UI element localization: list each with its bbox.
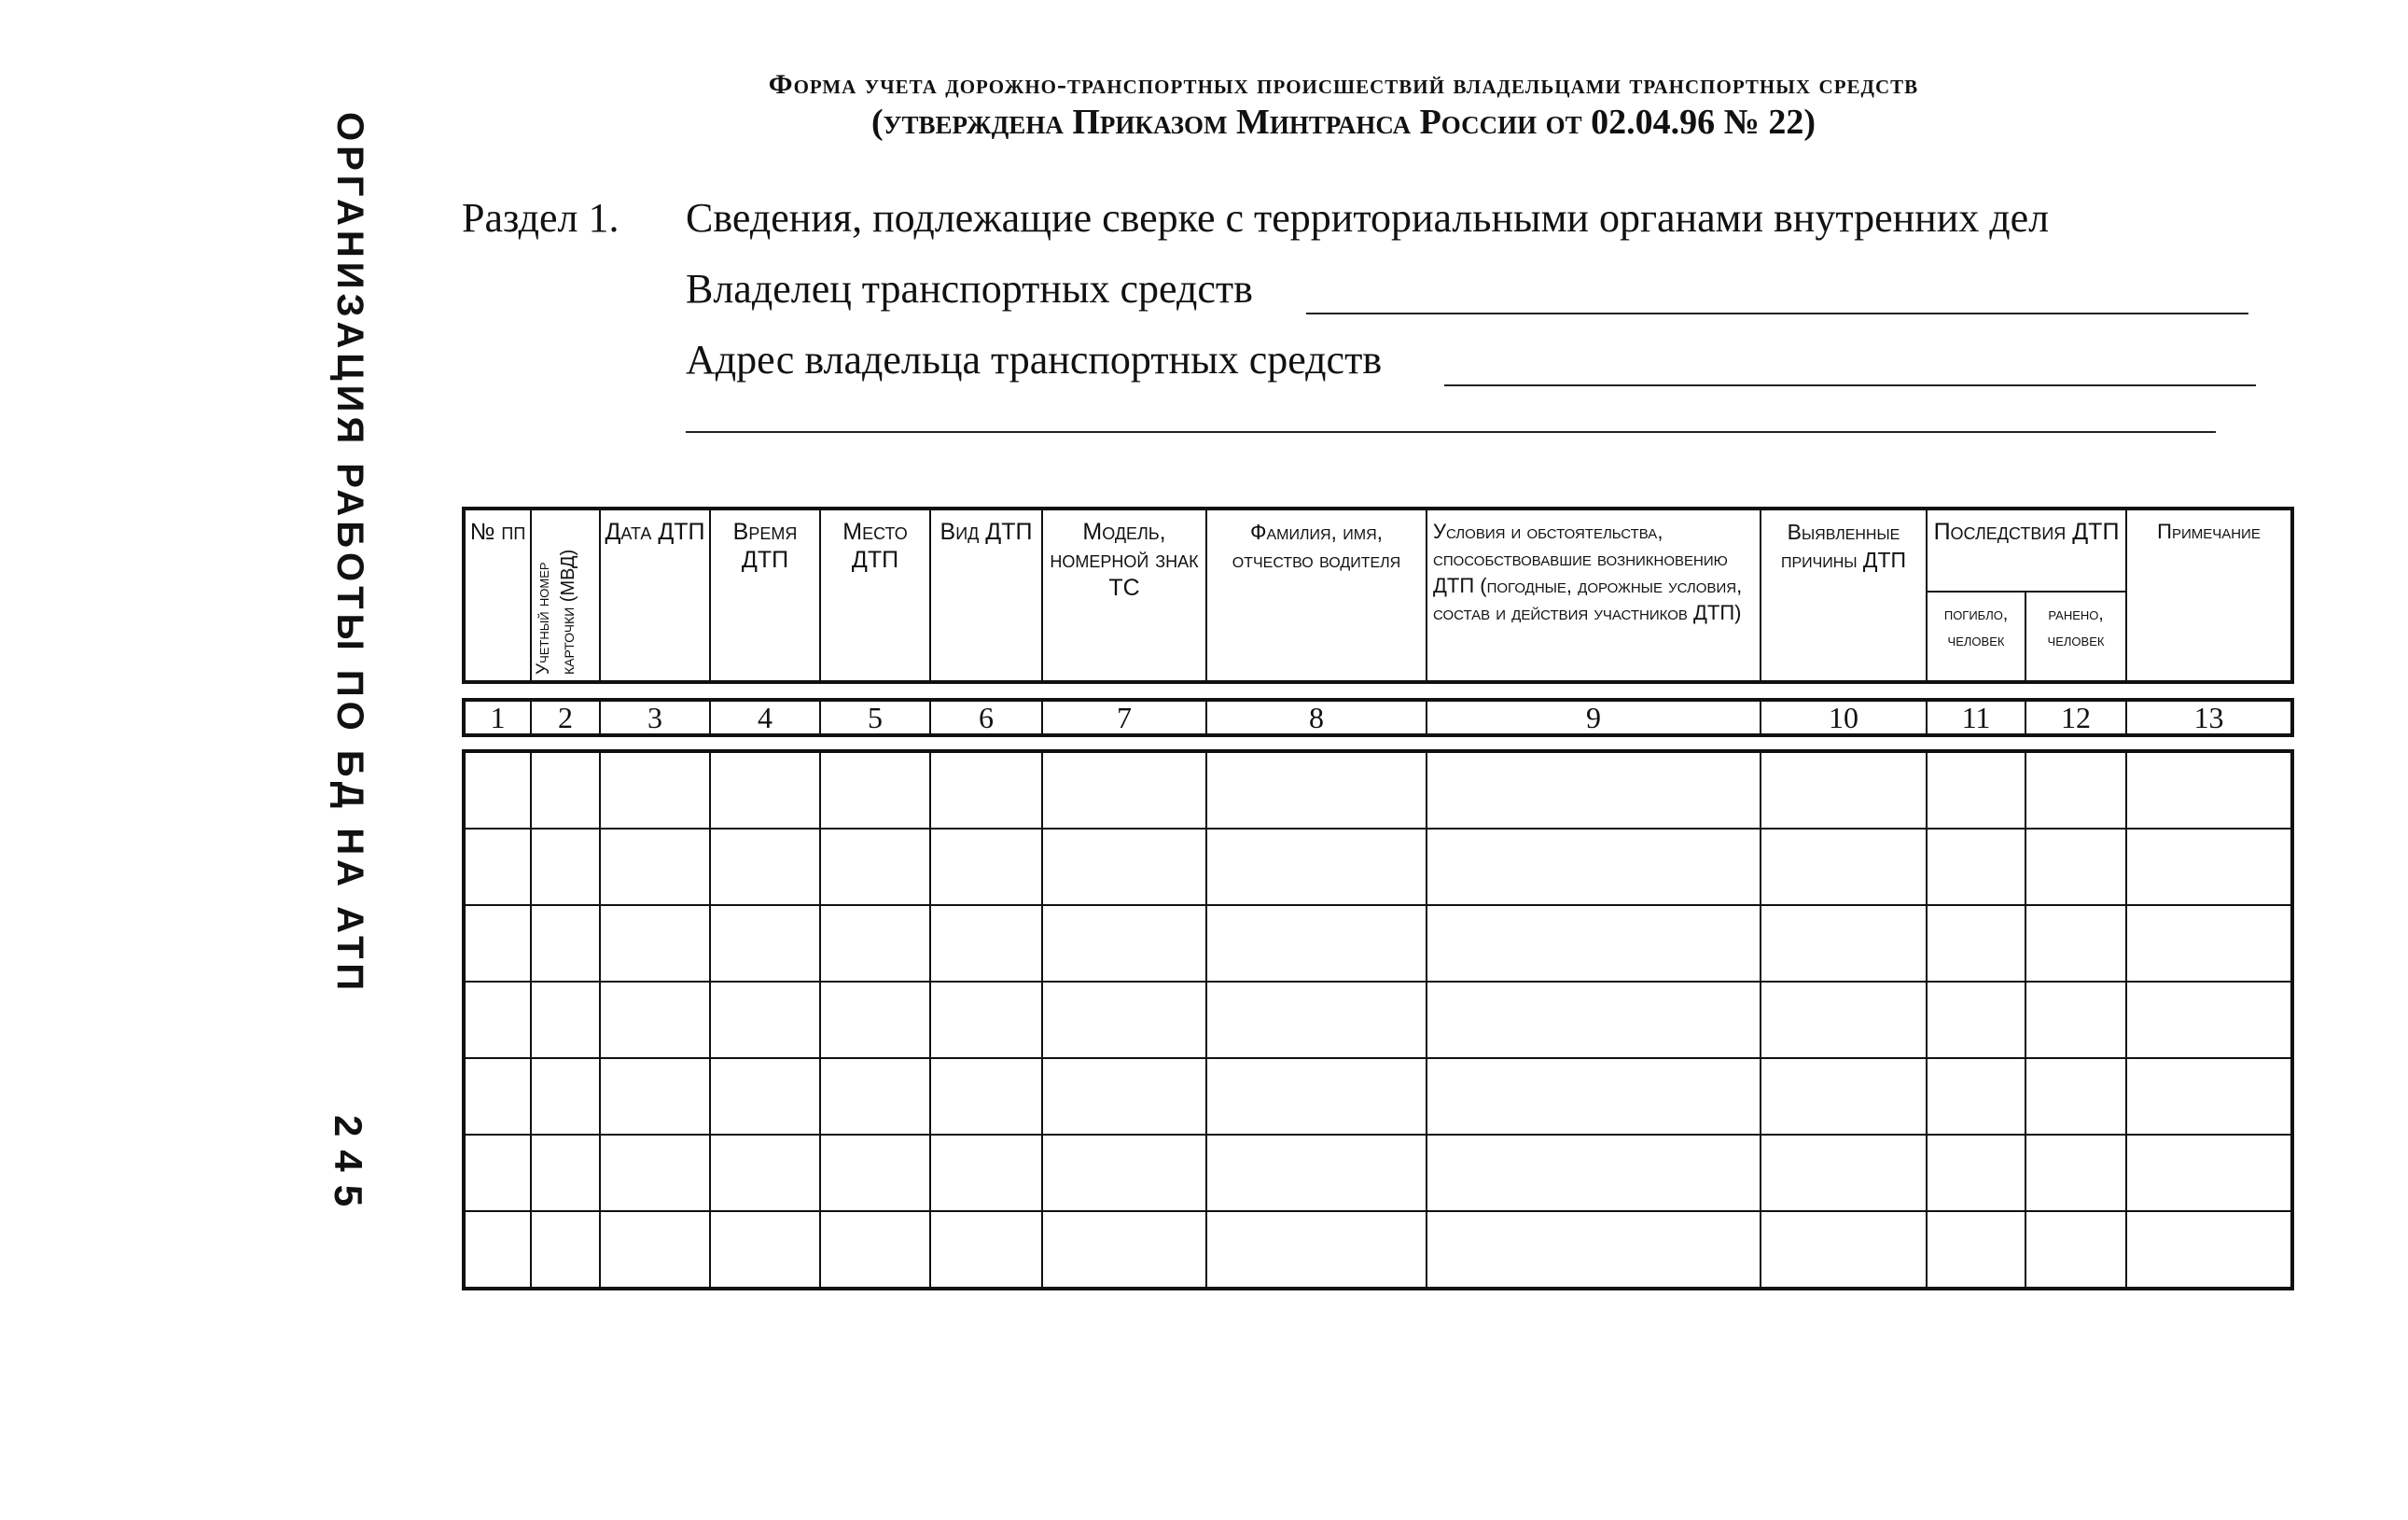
address-field-label: Адрес владельца транспортных средств <box>686 337 1383 383</box>
table-cell[interactable] <box>600 982 710 1058</box>
table-cell[interactable] <box>1761 1211 1927 1289</box>
header-place: Место ДТП <box>820 509 930 682</box>
table-cell[interactable] <box>820 1135 930 1211</box>
table-cell[interactable] <box>1206 905 1427 982</box>
table-cell[interactable] <box>464 751 531 829</box>
table-cell[interactable] <box>710 982 820 1058</box>
table-cell[interactable] <box>1042 1058 1206 1135</box>
table-cell[interactable] <box>1761 905 1927 982</box>
column-number: 13 <box>2126 700 2292 735</box>
table-cell[interactable] <box>2126 1135 2292 1211</box>
table-cell[interactable] <box>600 1058 710 1135</box>
table-cell[interactable] <box>820 1058 930 1135</box>
table-cell[interactable] <box>464 1211 531 1289</box>
table-cell[interactable] <box>820 1211 930 1289</box>
table-cell[interactable] <box>600 1211 710 1289</box>
table-cell[interactable] <box>820 829 930 905</box>
column-number: 9 <box>1427 700 1761 735</box>
table-cell[interactable] <box>531 1058 600 1135</box>
table-cell[interactable] <box>930 1135 1042 1211</box>
table-cell[interactable] <box>820 905 930 982</box>
table-row <box>464 982 2292 1058</box>
table-cell[interactable] <box>2025 982 2126 1058</box>
table-row <box>464 751 2292 829</box>
section-label: Раздел 1. <box>462 195 619 241</box>
header-consequences: Последствия ДТП <box>1927 509 2126 592</box>
table-cell[interactable] <box>1206 751 1427 829</box>
table-cell[interactable] <box>1427 751 1761 829</box>
column-number: 3 <box>600 700 710 735</box>
column-number: 11 <box>1927 700 2025 735</box>
table-cell[interactable] <box>531 905 600 982</box>
table-cell[interactable] <box>1927 751 2025 829</box>
table-cell[interactable] <box>531 829 600 905</box>
header-causes: Выявленные причины ДТП <box>1761 509 1927 682</box>
table-cell[interactable] <box>1761 1135 1927 1211</box>
side-running-title <box>322 112 378 996</box>
table-cell[interactable] <box>930 905 1042 982</box>
column-number: 7 <box>1042 700 1206 735</box>
table-header <box>462 507 2294 684</box>
table-cell[interactable] <box>464 1135 531 1211</box>
column-number: 1 <box>464 700 531 735</box>
table-cell[interactable] <box>710 751 820 829</box>
table-cell[interactable] <box>820 751 930 829</box>
table-cell[interactable] <box>930 982 1042 1058</box>
table-cell[interactable] <box>531 982 600 1058</box>
table-cell[interactable] <box>2025 1211 2126 1289</box>
table-column-numbers <box>462 698 2294 737</box>
table-cell[interactable] <box>2025 905 2126 982</box>
table-cell[interactable] <box>2126 982 2292 1058</box>
table-cell[interactable] <box>600 829 710 905</box>
column-number: 10 <box>1761 700 1927 735</box>
column-number: 5 <box>820 700 930 735</box>
header-registration-number-line2: карточки (МВД) <box>558 549 578 675</box>
table-cell[interactable] <box>600 1135 710 1211</box>
column-number: 6 <box>930 700 1042 735</box>
table-row <box>464 829 2292 905</box>
table-cell[interactable] <box>710 905 820 982</box>
section-description: Сведения, подлежащие сверке с территориальными органами внутренних дел <box>686 195 2050 241</box>
table-cell[interactable] <box>1206 1211 1427 1289</box>
table-cell[interactable] <box>1927 829 2025 905</box>
table-cell[interactable] <box>464 905 531 982</box>
page-number-text: 245 <box>327 1115 370 1220</box>
table-cell[interactable] <box>1042 905 1206 982</box>
table-cell[interactable] <box>531 1135 600 1211</box>
table-cell[interactable] <box>464 982 531 1058</box>
table-cell[interactable] <box>1761 829 1927 905</box>
table-cell[interactable] <box>1427 1211 1761 1289</box>
table-cell[interactable] <box>930 1058 1042 1135</box>
table-cell[interactable] <box>1427 1135 1761 1211</box>
owner-field-label: Владелец транспортных средств <box>686 266 1253 312</box>
header-killed: погибло, человек <box>1927 592 2025 682</box>
column-number: 2 <box>531 700 600 735</box>
table-cell[interactable] <box>930 829 1042 905</box>
table-cell[interactable] <box>710 829 820 905</box>
table-cell[interactable] <box>1761 982 1927 1058</box>
table-cell[interactable] <box>2126 751 2292 829</box>
header-number: № пп <box>464 509 531 682</box>
header-type: Вид ДТП <box>930 509 1042 682</box>
table-cell[interactable] <box>464 1058 531 1135</box>
table-cell[interactable] <box>930 1211 1042 1289</box>
table-row <box>464 905 2292 982</box>
table-cell[interactable] <box>1927 1135 2025 1211</box>
table-row <box>464 1058 2292 1135</box>
table-cell[interactable] <box>1206 829 1427 905</box>
table-row <box>464 1135 2292 1211</box>
table-cell[interactable] <box>531 751 600 829</box>
table-cell[interactable] <box>1042 751 1206 829</box>
table-cell[interactable] <box>2025 1058 2126 1135</box>
table-cell[interactable] <box>2025 751 2126 829</box>
header-injured: ранено, человек <box>2025 592 2126 682</box>
table-cell[interactable] <box>600 751 710 829</box>
header-vehicle-model: Модель, номерной знак ТС <box>1042 509 1206 682</box>
page-number <box>322 1115 378 1227</box>
table-cell[interactable] <box>1927 982 2025 1058</box>
owner-field-line[interactable] <box>1306 313 2248 314</box>
address-continuation-line[interactable] <box>686 431 2216 433</box>
table-cell[interactable] <box>1042 829 1206 905</box>
table-body <box>462 749 2294 1290</box>
table-cell[interactable] <box>1927 1211 2025 1289</box>
table-cell[interactable] <box>1927 1058 2025 1135</box>
side-running-title-text: ОРГАНИЗАЦИЯ РАБОТЫ ПО БД НА АТП <box>329 112 370 996</box>
table-cell[interactable] <box>1427 1058 1761 1135</box>
table-cell[interactable] <box>710 1058 820 1135</box>
table-cell[interactable] <box>1206 1135 1427 1211</box>
table-cell[interactable] <box>930 751 1042 829</box>
table-cell[interactable] <box>2126 829 2292 905</box>
header-registration-number <box>531 509 600 682</box>
table-cell[interactable] <box>1206 982 1427 1058</box>
document-subtitle: (утверждена Приказом Минтранса России от 02.04.96 № 22) <box>871 103 1816 142</box>
table-cell[interactable] <box>1042 982 1206 1058</box>
table-cell[interactable] <box>1427 829 1761 905</box>
header-time: Время ДТП <box>710 509 820 682</box>
header-driver-name: Фамилия, имя, отчество водителя <box>1206 509 1427 682</box>
table-cell[interactable] <box>1761 1058 1927 1135</box>
table-cell[interactable] <box>600 905 710 982</box>
table-cell[interactable] <box>1427 982 1761 1058</box>
column-number: 4 <box>710 700 820 735</box>
column-number: 8 <box>1206 700 1427 735</box>
table-cell[interactable] <box>1427 905 1761 982</box>
table-cell[interactable] <box>710 1211 820 1289</box>
table-cell[interactable] <box>1042 1135 1206 1211</box>
header-date: Дата ДТП <box>600 509 710 682</box>
table-cell[interactable] <box>1042 1211 1206 1289</box>
table-cell[interactable] <box>1927 905 2025 982</box>
table-cell[interactable] <box>1761 751 1927 829</box>
table-cell[interactable] <box>820 982 930 1058</box>
table-cell[interactable] <box>2025 1135 2126 1211</box>
table-cell[interactable] <box>531 1211 600 1289</box>
table-cell[interactable] <box>2126 1058 2292 1135</box>
address-field-line[interactable] <box>1444 384 2256 386</box>
header-note: Примечание <box>2126 509 2292 682</box>
table-cell[interactable] <box>2126 905 2292 982</box>
table-cell[interactable] <box>1206 1058 1427 1135</box>
table-cell[interactable] <box>464 829 531 905</box>
document-title: Форма учета дорожно-транспортных происшествий владельцами транспортных средств <box>768 69 1919 100</box>
table-row <box>464 1211 2292 1289</box>
header-conditions: Условия и обстоятельства, способствовавшие возникновению ДТП (погодные, дорожные условия, состав и действия участников ДТП) <box>1427 509 1761 682</box>
column-number: 12 <box>2025 700 2126 735</box>
table-cell[interactable] <box>2126 1211 2292 1289</box>
table-cell[interactable] <box>2025 829 2126 905</box>
header-registration-number-line1: Учетный номер <box>534 562 553 675</box>
table-cell[interactable] <box>710 1135 820 1211</box>
